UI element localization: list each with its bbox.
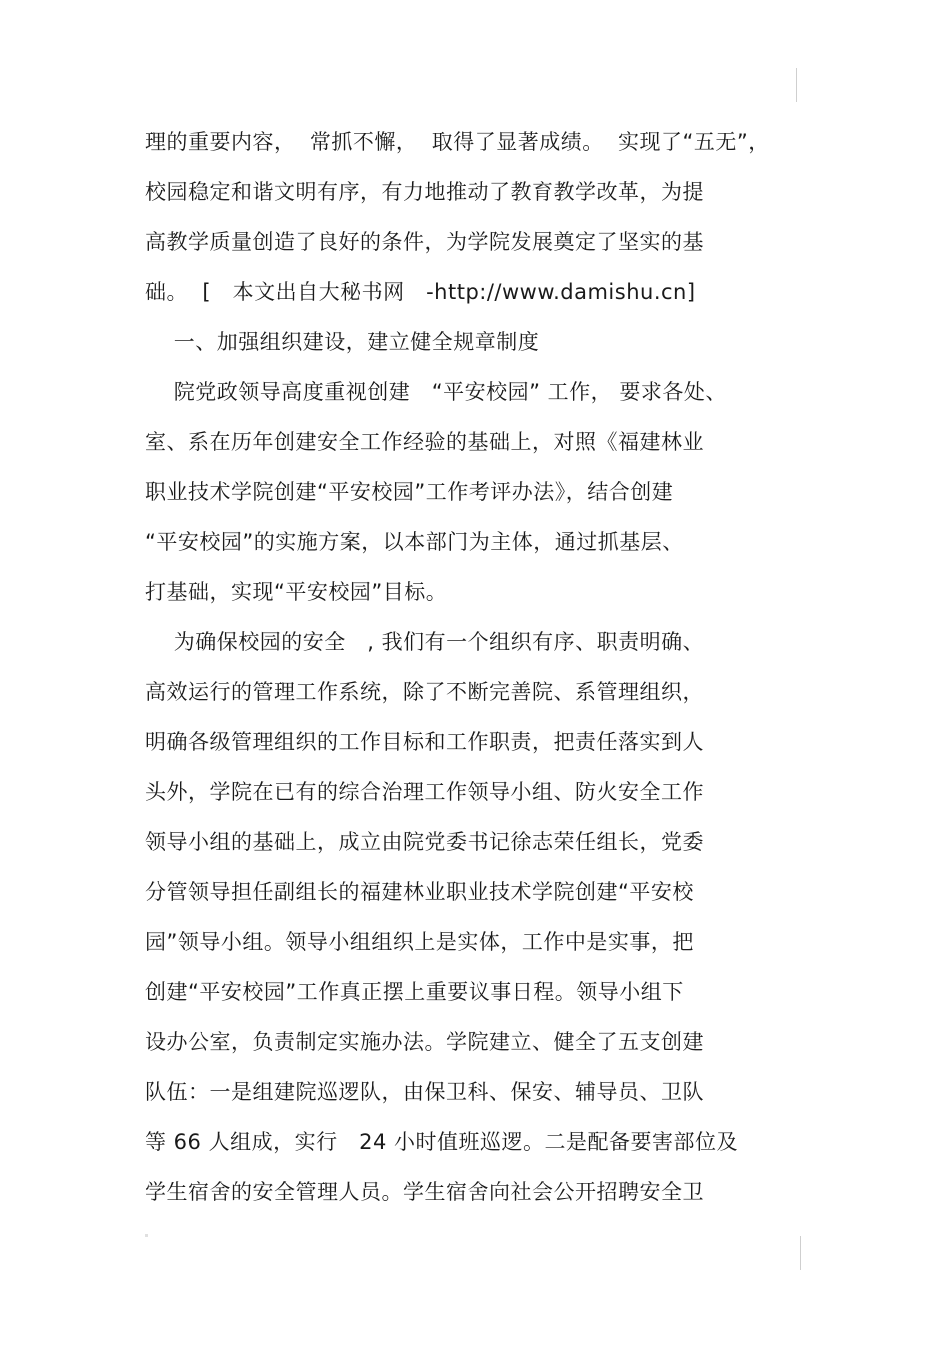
section-heading: 一、加强组织建设，建立健全规章制度 (145, 330, 540, 354)
text-line-22: 学生宿舍的安全管理人员。学生宿舍向社会公开招聘安全卫 (145, 1180, 704, 1204)
text-line-3: 高教学质量创造了良好的条件，为学院发展奠定了坚实的基 (145, 230, 704, 254)
text-line-2: 校园稳定和谐文明有序，有力地推动了教育教学改革，为提 (145, 180, 704, 204)
text-line-1: 理的重要内容， 常抓不懈， 取得了显著成绩。 实现了“五无”， (145, 130, 770, 154)
text-line-14: 头外，学院在已有的综合治理工作领导小组、防火安全工作 (145, 780, 704, 804)
page-edge-mark-bottom (800, 1236, 801, 1270)
text-line-4: 础。 [ 本文出自大秘书网 -http://www.damishu.cn] (145, 280, 696, 304)
text-line-15: 领导小组的基础上，成立由院党委书记徐志荣任组长，党委 (145, 830, 704, 854)
text-line-9: “平安校园”的实施方案，以本部门为主体，通过抓基层、 (145, 530, 684, 554)
text-line-21: 等 66 人组成，实行 24 小时值班巡逻。二是配备要害部位及 (145, 1130, 738, 1154)
text-line-18: 创建“平安校园”工作真正摆上重要议事日程。领导小组下 (145, 980, 684, 1004)
text-line-19: 设办公室，负责制定实施办法。学院建立、健全了五支创建 (145, 1030, 704, 1054)
page-edge-mark-top (796, 68, 797, 102)
text-line-6: 院党政领导高度重视创建 “平安校园” 工作， 要求各处、 (145, 380, 727, 404)
text-line-8: 职业技术学院创建“平安校园”工作考评办法》，结合创建 (145, 480, 674, 504)
text-line-20: 队伍：一是组建院巡逻队，由保卫科、保安、辅导员、卫队 (145, 1080, 704, 1104)
text-line-12: 高效运行的管理工作系统，除了不断完善院、系管理组织， (145, 680, 704, 704)
page-corner-mark (145, 1234, 148, 1237)
text-line-17: 园”领导小组。领导小组组织上是实体，工作中是实事，把 (145, 930, 694, 954)
text-line-10: 打基础，实现“平安校园”目标。 (145, 580, 448, 604)
text-line-16: 分管领导担任副组长的福建林业职业技术学院创建“平安校 (145, 880, 694, 904)
text-line-7: 室、系在历年创建安全工作经验的基础上，对照《福建林业 (145, 430, 704, 454)
text-line-11: 为确保校园的安全 , 我们有一个组织有序、职责明确、 (145, 630, 705, 654)
text-line-13: 明确各级管理组织的工作目标和工作职责，把责任落实到人 (145, 730, 704, 754)
